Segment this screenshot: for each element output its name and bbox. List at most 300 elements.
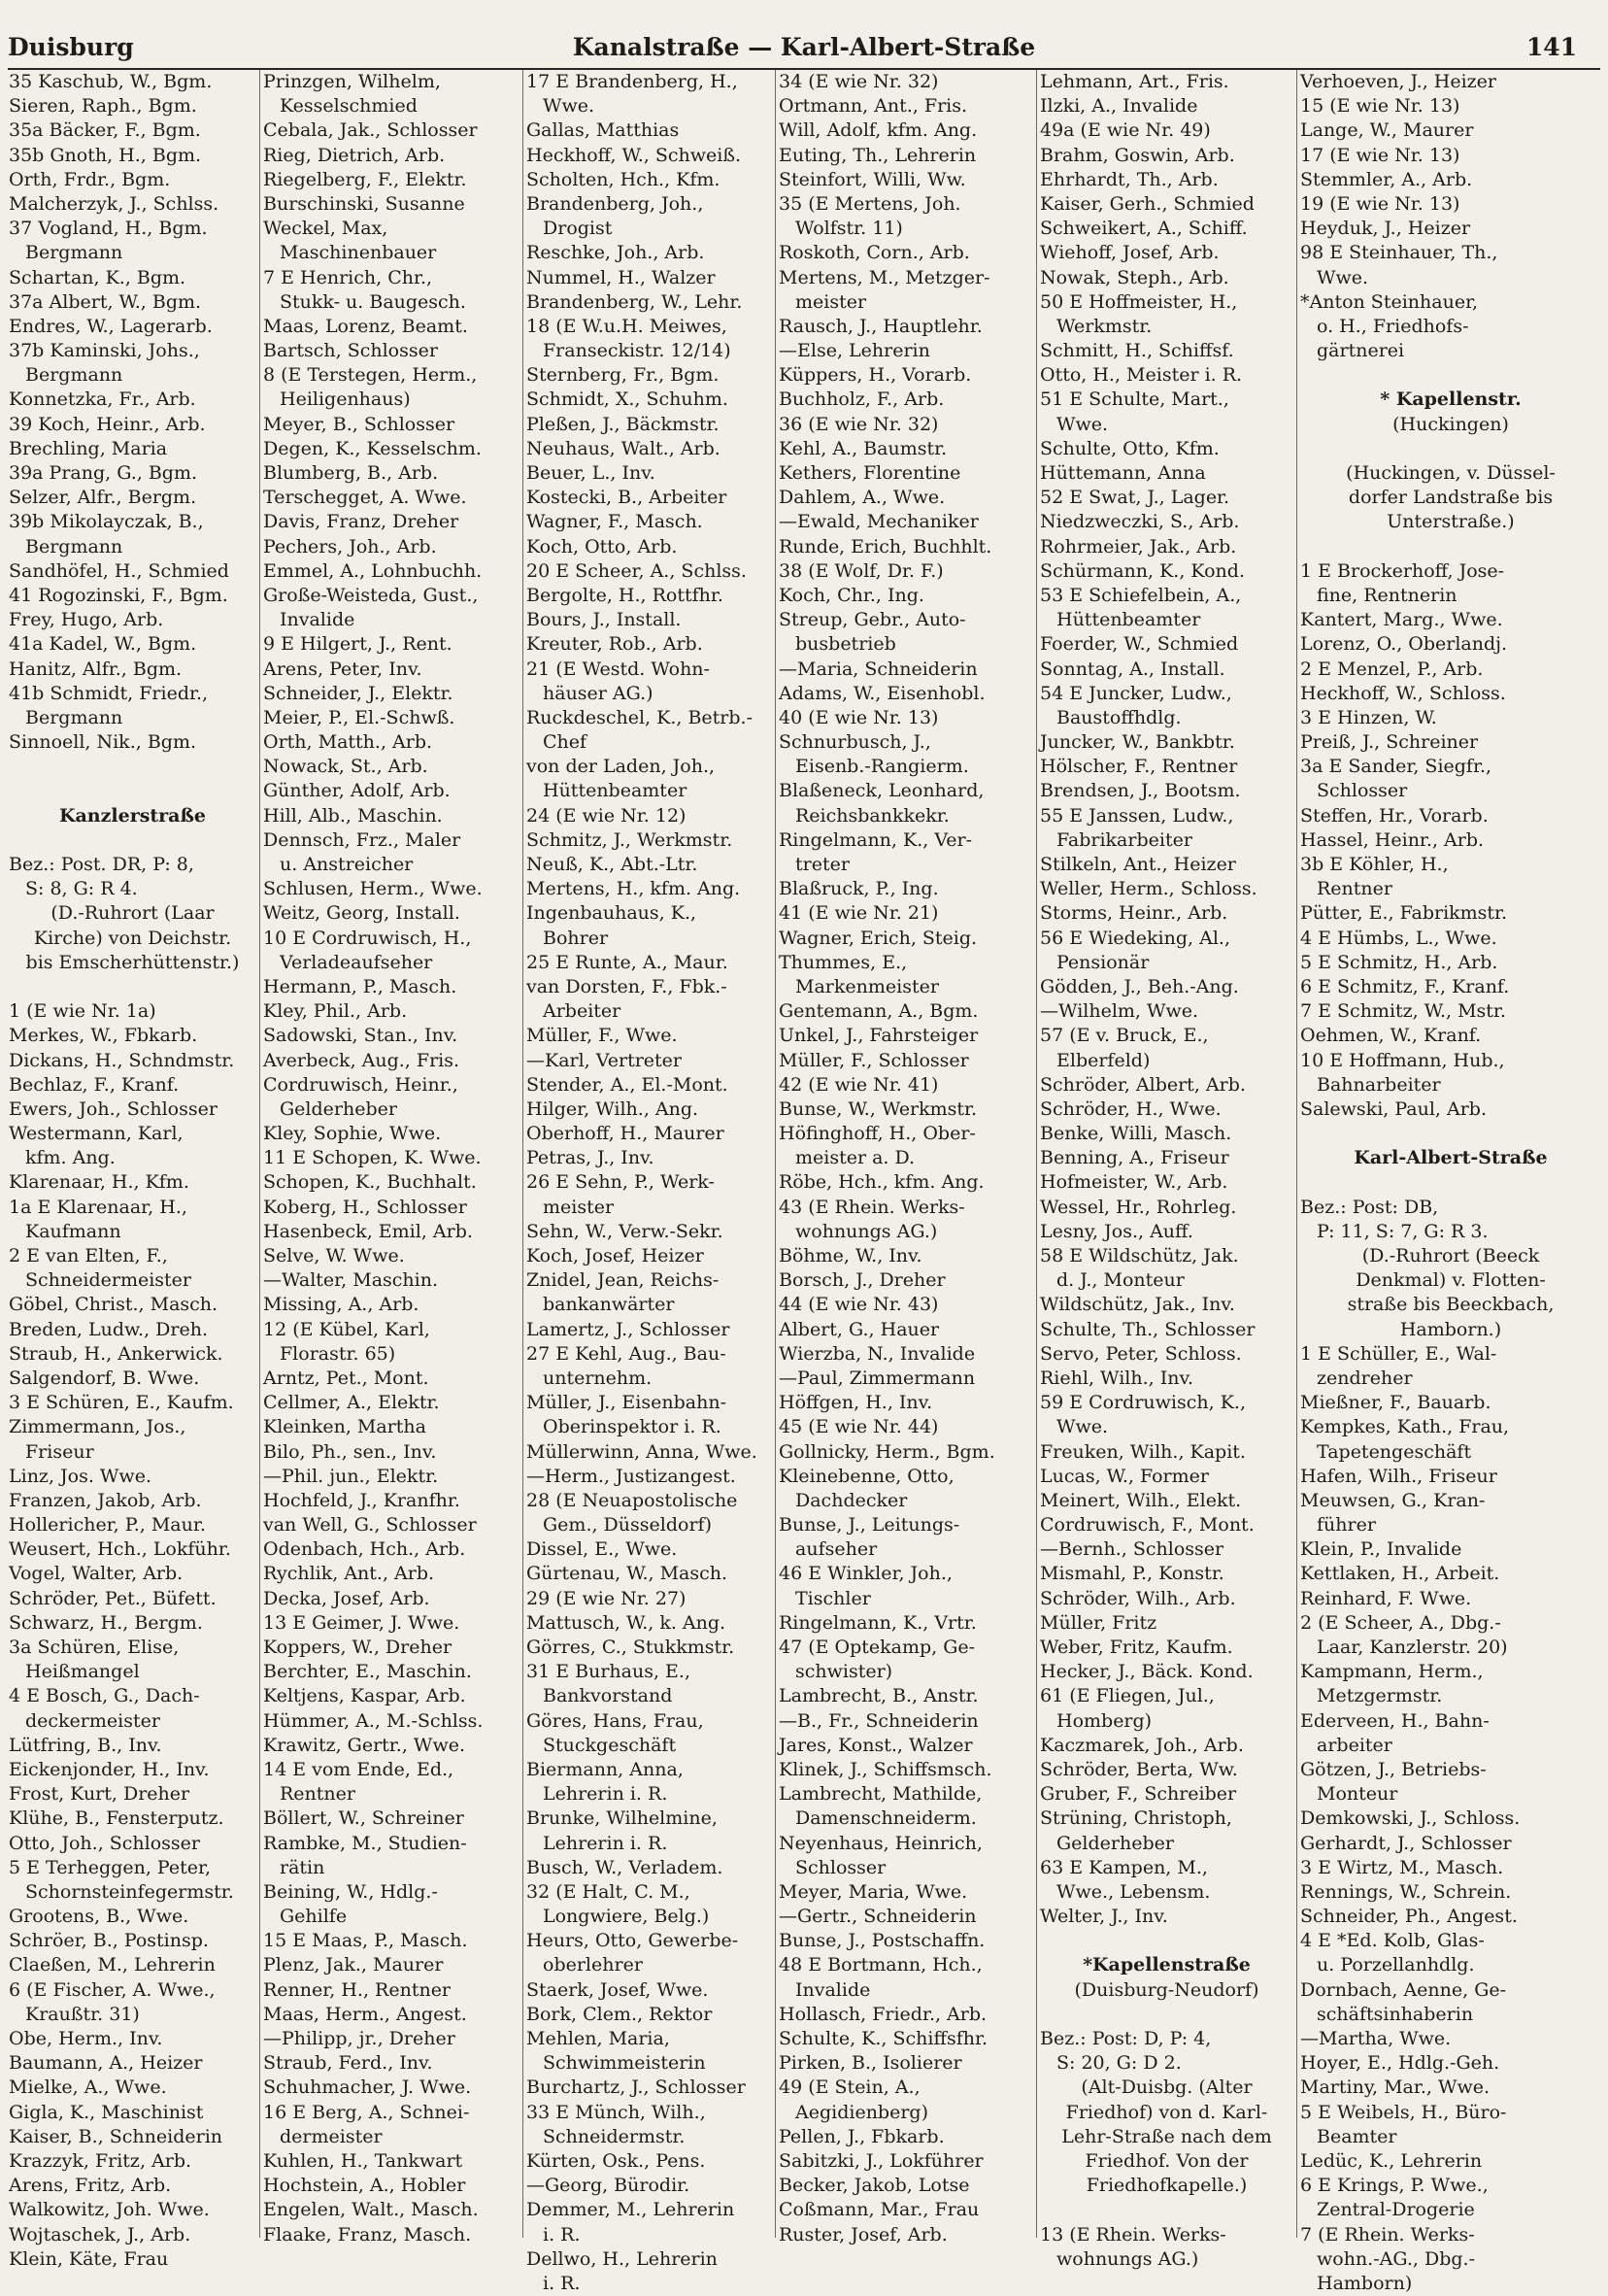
directory-entry: Krawitz, Gertr., Wwe. <box>263 1734 465 1756</box>
directory-entry: Florastr. 65) <box>280 1342 396 1365</box>
directory-entry: 35b Gnoth, H., Bgm. <box>9 144 202 166</box>
directory-entry: treter <box>795 854 850 875</box>
directory-entry: 59 E Cordruwisch, K., <box>1040 1392 1246 1414</box>
directory-entry: Konnetzka, Fr., Arb. <box>9 388 196 411</box>
directory-entry: Küppers, H., Vorarb. <box>779 364 972 387</box>
directory-entry: Baumann, A., Heizer <box>9 2052 203 2075</box>
directory-entry: 2 E Menzel, P., Arb. <box>1300 658 1484 680</box>
directory-entry: Kettlaken, H., Arbeit. <box>1300 1563 1500 1585</box>
directory-entry: Brandenberg, W., Lehr. <box>526 290 743 313</box>
directory-entry: Stender, A., El.-Mont. <box>526 1073 728 1096</box>
directory-entry: Kehl, A., Baumstr. <box>779 437 948 459</box>
directory-entry: meister a. D. <box>795 1147 916 1169</box>
directory-entry: Bilo, Ph., sen., Inv. <box>263 1440 437 1463</box>
directory-entry: Invalide <box>280 609 355 631</box>
directory-entry: u. Anstreicher <box>280 854 414 875</box>
directory-entry: Meier, P., El.-Schwß. <box>263 706 455 728</box>
directory-entry: 37 Vogland, H., Bgm. <box>9 218 208 240</box>
directory-entry: Cordruwisch, F., Mont. <box>1040 1514 1255 1536</box>
directory-entry: Gelderheber <box>1056 1832 1174 1854</box>
directory-entry: Roskoth, Corn., Arb. <box>779 242 970 264</box>
directory-entry: Maas, Herm., Angest. <box>263 2003 467 2025</box>
directory-entry: 31 E Burhaus, E., <box>526 1661 690 1683</box>
directory-entry: Drogist <box>543 218 613 240</box>
directory-entry: Hassel, Heinr., Arb. <box>1300 828 1485 851</box>
directory-entry: Obe, Herm., Inv. <box>9 2028 163 2049</box>
directory-entry: Friedhofkapelle.) <box>1086 2175 1248 2197</box>
directory-entry: Wwe. <box>1056 413 1109 435</box>
directory-entry: 24 (E wie Nr. 12) <box>526 804 687 827</box>
directory-entry: Blaßruck, P., Ing. <box>779 878 939 900</box>
directory-entry: Gruber, F., Schreiber <box>1040 1783 1237 1806</box>
directory-entry: Tischler <box>795 1587 871 1609</box>
directory-entry: Reichsbankkekr. <box>795 804 950 827</box>
directory-entry: 5 E Terheggen, Peter, <box>9 1856 212 1878</box>
directory-entry: Ringelmann, K., Ver- <box>779 828 973 851</box>
directory-entry: Bergmann <box>25 242 123 264</box>
directory-entry: Klarenaar, H., Kfm. <box>9 1171 189 1194</box>
directory-entry: Wagner, Erich, Steig. <box>779 927 978 949</box>
directory-entry: von der Laden, Joh., <box>526 756 716 778</box>
directory-entry: (Alt-Duisbg. (Alter <box>1081 2077 1253 2099</box>
directory-entry: 13 E Geimer, J. Wwe. <box>263 1611 460 1634</box>
directory-entry: P: 11, S: 7, G: R 3. <box>1317 1220 1489 1242</box>
directory-entry: 63 E Kampen, M., <box>1040 1856 1208 1878</box>
directory-entry: Hoyer, E., Hdlg.-Geh. <box>1300 2052 1500 2075</box>
directory-entry: Westermann, Karl, <box>9 1123 184 1145</box>
directory-entry: Coßmann, Mar., Frau <box>779 2199 980 2221</box>
directory-entry: Averbeck, Aug., Fris. <box>263 1049 460 1071</box>
directory-entry: 44 (E wie Nr. 43) <box>779 1294 939 1316</box>
directory-entry: Weusert, Hch., Lokführ. <box>9 1538 231 1561</box>
directory-entry: —Philipp, jr., Dreher <box>263 2028 455 2049</box>
directory-entry: —Karl, Vertreter <box>526 1049 682 1071</box>
directory-entry: 35a Bäcker, F., Bgm. <box>9 119 201 142</box>
directory-entry: 3a Schüren, Elise, <box>9 1637 180 1658</box>
directory-entry: 98 E Steinhauer, Th., <box>1300 242 1498 264</box>
directory-entry: Sternberg, Fr., Bgm. <box>526 364 720 387</box>
directory-entry: 9 E Hilgert, J., Rent. <box>263 633 452 656</box>
street-range-title: Kanalstraße — Karl-Albert-Straße <box>572 33 1036 61</box>
directory-entry: Degen, K., Kesselschm. <box>263 437 482 459</box>
directory-entry: meister <box>795 290 867 313</box>
directory-entry: Dennsch, Frz., Maler <box>263 828 461 851</box>
directory-entry: 4 E Hümbs, L., Wwe. <box>1300 927 1497 949</box>
directory-entry: Gerhardt, J., Schlosser <box>1300 1832 1512 1854</box>
directory-entry: Klühe, B., Fensterputz. <box>9 1807 224 1830</box>
directory-entry: Mattusch, W., k. Ang. <box>526 1611 726 1634</box>
directory-entry: S: 20, G: D 2. <box>1056 2052 1182 2075</box>
directory-entry: Koch, Josef, Heizer <box>526 1245 704 1266</box>
directory-entry: Neuß, K., Abt.-Ltr. <box>526 854 698 875</box>
directory-entry: Maas, Lorenz, Beamt. <box>263 315 468 337</box>
directory-entry: Homberg) <box>1056 1709 1153 1732</box>
directory-entry: Mehlen, Maria, <box>526 2028 670 2049</box>
page-header <box>8 29 1600 70</box>
directory-entry: 45 (E wie Nr. 44) <box>779 1416 939 1438</box>
directory-entry: Hilger, Wilh., Ang. <box>526 1097 699 1120</box>
directory-entry: Röbe, Hch., kfm. Ang. <box>779 1171 985 1194</box>
directory-entry: Martiny, Mar., Wwe. <box>1300 2077 1491 2099</box>
directory-entry: Bergmann <box>25 706 123 728</box>
directory-entry: 3 E Schüren, E., Kaufm. <box>9 1392 234 1414</box>
directory-entry: Lamertz, J., Schlosser <box>526 1318 730 1340</box>
directory-entry: Sadowski, Stan., Inv. <box>263 1025 458 1047</box>
directory-entry: Beuer, L., Inv. <box>526 462 655 484</box>
directory-entry: Heiligenhaus) <box>280 388 411 411</box>
directory-entry: Wwe. <box>543 95 595 118</box>
directory-entry: Lucas, W., Former <box>1040 1465 1209 1487</box>
directory-entry: Rieg, Dietrich, Arb. <box>263 144 446 166</box>
directory-entry: Brahm, Goswin, Arb. <box>1040 144 1235 166</box>
page-number: 141 <box>1525 33 1577 61</box>
directory-entry: Gehilfe <box>280 1906 348 1928</box>
directory-entry: Flaake, Franz, Masch. <box>263 2223 472 2245</box>
directory-entry: Heißmangel <box>25 1661 140 1683</box>
directory-entry: Hölscher, F., Rentner <box>1040 756 1238 778</box>
directory-entry: —B., Fr., Schneiderin <box>779 1709 979 1732</box>
directory-entry: 25 E Runte, A., Maur. <box>526 951 728 973</box>
directory-entry: 37b Kaminski, Johs., <box>9 340 200 362</box>
directory-entry: 50 E Hoffmeister, H., <box>1040 290 1238 313</box>
directory-entry: —Walter, Maschin. <box>263 1269 438 1292</box>
directory-entry: bis Emscherhüttenstr.) <box>25 951 240 973</box>
directory-entry: Wojtaschek, J., Arb. <box>9 2223 191 2245</box>
directory-entry: Götzen, J., Betriebs- <box>1300 1758 1487 1780</box>
directory-entry: Kempkes, Kath., Frau, <box>1300 1416 1510 1438</box>
directory-entry: Prinzgen, Wilhelm, <box>263 71 441 92</box>
directory-entry: Renner, H., Rentner <box>263 1978 452 2001</box>
directory-entry: 10 E Cordruwisch, H., <box>263 927 472 949</box>
directory-entry: Reschke, Joh., Arb. <box>526 242 705 264</box>
directory-entry: Maschinenbauer <box>280 242 437 264</box>
directory-entry: Müller, J., Eisenbahn- <box>526 1392 726 1414</box>
directory-entry: 39b Mikolayczak, B., <box>9 511 204 533</box>
directory-entry: 15 (E wie Nr. 13) <box>1300 95 1460 118</box>
directory-entry: Juncker, W., Bankbtr. <box>1040 731 1235 754</box>
directory-entry: Bez.: Post. DR, P: 8, <box>9 854 194 875</box>
directory-entry: Schneider, Ph., Angest. <box>1300 1906 1518 1928</box>
directory-entry: 58 E Wildschütz, Jak. <box>1040 1245 1239 1266</box>
directory-entry: Beamter <box>1317 2125 1397 2147</box>
directory-entry: Jares, Konst., Walzer <box>779 1734 973 1756</box>
directory-entry: Benning, A., Friseur <box>1040 1147 1229 1169</box>
directory-entry: Mismahl, P., Konstr. <box>1040 1563 1224 1585</box>
directory-entry: Wierzba, N., Invalide <box>779 1342 976 1365</box>
directory-entry: Friseur <box>25 1440 94 1463</box>
directory-entry: Mielke, A., Wwe. <box>9 2077 167 2099</box>
directory-entry: Stukk- u. Baugesch. <box>280 290 466 313</box>
directory-entry: Buchholz, F., Arb. <box>779 388 945 411</box>
directory-entry: Meinert, Wilh., Elekt. <box>1040 1489 1242 1511</box>
directory-entry: Kürten, Osk., Pens. <box>526 2149 706 2172</box>
directory-entry: Znidel, Jean, Reichs- <box>526 1269 720 1292</box>
directory-entry: Bez.: Post: D, P: 4, <box>1040 2028 1212 2049</box>
directory-entry: Müllerwinn, Anna, Wwe. <box>526 1440 757 1463</box>
directory-entry: Pellen, J., Fbkarb. <box>779 2125 945 2147</box>
directory-entry: Wwe. <box>1056 1416 1109 1438</box>
directory-entry: Baustoffhdlg. <box>1056 706 1182 728</box>
directory-entry: (D.-Ruhrort (Beeck <box>1361 1245 1540 1266</box>
directory-entry: Kirche) von Deichstr. <box>33 927 232 949</box>
directory-entry: Gollnicky, Herm., Bgm. <box>779 1440 995 1463</box>
directory-entry: Kleinebenne, Otto, <box>779 1465 955 1487</box>
directory-entry: schäftsinhaberin <box>1317 2003 1474 2025</box>
directory-entry: —Martha, Wwe. <box>1300 2028 1452 2049</box>
directory-entry: Preiß, J., Schreiner <box>1300 731 1479 754</box>
directory-entry: Rentner <box>1317 878 1392 900</box>
directory-entry: (Huckingen) <box>1392 413 1509 435</box>
directory-entry: Brechling, Maria <box>9 437 168 459</box>
directory-entry: 49a (E wie Nr. 49) <box>1040 119 1211 142</box>
directory-entry: Walkowitz, Joh. Wwe. <box>9 2199 210 2221</box>
directory-entry: Dornbach, Aenne, Ge- <box>1300 1978 1507 2001</box>
directory-entry: Kesselschmied <box>280 95 418 118</box>
directory-entry: Kaiser, B., Schneiderin <box>9 2125 223 2147</box>
directory-entry: Gem., Düsseldorf) <box>543 1514 712 1536</box>
directory-column <box>6 70 260 2270</box>
directory-entry: Ederveen, H., Bahn- <box>1300 1709 1490 1732</box>
directory-entry: Sonntag, A., Install. <box>1040 658 1225 680</box>
directory-entry: wohnungs AG.) <box>795 1220 938 1242</box>
directory-entry: Straub, Ferd., Inv. <box>263 2052 433 2075</box>
directory-entry: Metzgermstr. <box>1317 1685 1443 1707</box>
directory-entry: 42 (E wie Nr. 41) <box>779 1073 939 1096</box>
directory-entry: Weitz, Georg, Install. <box>263 902 460 925</box>
directory-entry: Linz, Jos. Wwe. <box>9 1465 151 1487</box>
directory-entry: Bergmann <box>25 364 123 387</box>
directory-entry: Hanitz, Alfr., Bgm. <box>9 658 183 680</box>
directory-entry: Salgendorf, B. Wwe. <box>9 1367 200 1389</box>
directory-entry: Böhme, W., Inv. <box>779 1245 922 1266</box>
directory-entry: Nowak, Steph., Arb. <box>1040 266 1229 288</box>
street-heading: Kanzlerstraße <box>58 804 207 827</box>
directory-entry: Blaßeneck, Leonhard, <box>779 780 985 802</box>
directory-entry: Günther, Adolf, Arb. <box>263 780 451 802</box>
directory-entry: Hamborn) <box>1317 2272 1413 2294</box>
directory-entry: Arntz, Pet., Mont. <box>263 1367 429 1389</box>
directory-entry: Oehmen, W., Kranf. <box>1300 1025 1482 1047</box>
directory-entry: Klein, P., Invalide <box>1300 1538 1462 1561</box>
directory-entry: Salewski, Paul, Arb. <box>1300 1097 1488 1120</box>
directory-entry: 3b E Köhler, H., <box>1300 854 1449 875</box>
directory-entry: Lehrerin i. R. <box>543 1832 668 1854</box>
directory-entry: Hümmer, A., M.-Schlss. <box>263 1709 484 1732</box>
directory-entry: 3 E Wirtz, M., Masch. <box>1300 1856 1504 1878</box>
directory-entry: Will, Adolf, kfm. Ang. <box>779 119 978 142</box>
spacer <box>1037 2198 1296 2222</box>
directory-entry: Missing, A., Arb. <box>263 1294 419 1316</box>
directory-entry: Davis, Franz, Dreher <box>263 511 459 533</box>
spacer <box>1297 437 1604 461</box>
directory-entry: —Phil. jun., Elektr. <box>263 1465 439 1487</box>
directory-entry: kfm. Ang. <box>25 1147 116 1169</box>
directory-entry: Gelderheber <box>280 1097 397 1120</box>
directory-entry: Sabitzki, J., Lokführer <box>779 2149 984 2172</box>
street-heading: *Kapellenstraße <box>1083 1954 1251 1976</box>
directory-entry: Kampmann, Herm., <box>1300 1661 1484 1683</box>
directory-entry: Pütter, E., Fabrikmstr. <box>1300 902 1508 925</box>
directory-entry: 28 (E Neuapostolische <box>526 1489 738 1511</box>
directory-entry: S: 8, G: R 4. <box>25 878 138 900</box>
directory-entry: Gentemann, A., Bgm. <box>779 1000 979 1023</box>
directory-entry: Gallas, Matthias <box>526 119 680 142</box>
directory-entry: Wildschütz, Jak., Inv. <box>1040 1294 1235 1316</box>
directory-entry: Friedhof) von d. Karl- <box>1065 2101 1268 2123</box>
directory-entry: Schlosser <box>795 1856 887 1878</box>
directory-entry: Thummes, E., <box>779 951 908 973</box>
directory-entry: 12 (E Kübel, Karl, <box>263 1318 430 1340</box>
directory-entry: rätin <box>280 1856 325 1878</box>
directory-entry: Niedzweczki, S., Arb. <box>1040 511 1240 533</box>
spacer <box>1037 2003 1296 2027</box>
directory-entry: Ehrhardt, Th., Arb. <box>1040 168 1219 190</box>
directory-entry: zendreher <box>1317 1367 1413 1389</box>
city-name: Duisburg <box>8 33 134 61</box>
directory-entry: bankanwärter <box>543 1294 675 1316</box>
directory-entry: unternehm. <box>543 1367 653 1389</box>
directory-entry: 35 (E Mertens, Joh. <box>779 192 961 215</box>
directory-entry: 2 E van Elten, F., <box>9 1245 168 1266</box>
directory-entry: Strüning, Christoph, <box>1040 1807 1232 1830</box>
directory-entry: 14 E vom Ende, Ed., <box>263 1758 454 1780</box>
directory-entry: Werkmstr. <box>1056 315 1153 337</box>
directory-entry: Oberhoff, H., Maurer <box>526 1123 724 1145</box>
directory-entry: d. J., Monteur <box>1056 1269 1185 1292</box>
directory-entry: Berchter, E., Maschin. <box>263 1661 472 1683</box>
directory-entry: Monteur <box>1317 1783 1398 1806</box>
directory-entry: 11 E Schopen, K. Wwe. <box>263 1147 482 1169</box>
directory-entry: 16 E Berg, A., Schnei- <box>263 2101 470 2123</box>
directory-entry: Schornsteinfegermstr. <box>25 1880 234 1903</box>
directory-entry: 40 (E wie Nr. 13) <box>779 706 939 728</box>
directory-entry: Schneidermeister <box>25 1269 191 1292</box>
directory-entry: Sieren, Raph., Bgm. <box>9 95 197 118</box>
directory-entry: Böllert, W., Schreiner <box>263 1807 464 1830</box>
directory-entry: —Herm., Justizangest. <box>526 1465 736 1487</box>
directory-entry: 1a E Klarenaar, H., <box>9 1196 187 1218</box>
directory-entry: Brendsen, J., Bootsm. <box>1040 780 1241 802</box>
directory-entry: Otto, H., Meister i. R. <box>1040 364 1243 387</box>
directory-entry: Keltjens, Kaspar, Arb. <box>263 1685 466 1707</box>
directory-entry: i. R. <box>543 2223 581 2245</box>
directory-entry: Sinnoell, Nik., Bgm. <box>9 731 196 754</box>
directory-entry: 4 E *Ed. Kolb, Glas- <box>1300 1930 1485 1952</box>
directory-entry: Longwiere, Belg.) <box>543 1906 710 1928</box>
directory-entry: 7 (E Rhein. Werks- <box>1300 2223 1475 2245</box>
directory-entry: Wessel, Hr., Rohrleg. <box>1040 1196 1237 1218</box>
directory-entry: Invalide <box>795 1978 871 2001</box>
directory-entry: Mertens, H., kfm. Ang. <box>526 878 741 900</box>
directory-entry: Kaufmann <box>25 1220 121 1242</box>
directory-entry: Bartsch, Schlosser <box>263 340 438 362</box>
directory-entry: Scholten, Hch., Kfm. <box>526 168 720 190</box>
directory-entry: Schmitz, J., Werkmstr. <box>526 828 733 851</box>
directory-entry: Lütfring, B., Inv. <box>9 1734 162 1756</box>
directory-entry: Weller, Herm., Schloss. <box>1040 878 1257 900</box>
directory-entry: Odenbach, Hch., Arb. <box>263 1538 466 1561</box>
directory-entry: Servo, Peter, Schloss. <box>1040 1342 1242 1365</box>
directory-entry: Bohrer <box>543 927 609 949</box>
directory-entry: 10 E Hoffmann, Hub., <box>1300 1049 1505 1071</box>
directory-entry: Grootens, B., Wwe. <box>9 1906 189 1928</box>
directory-entry: schwister) <box>795 1661 893 1683</box>
directory-entry: Brunke, Wilhelmine, <box>526 1807 718 1830</box>
directory-entry: 52 E Swat, J., Lager. <box>1040 487 1230 509</box>
directory-entry: Zimmermann, Jos., <box>9 1416 186 1438</box>
directory-entry: Pirken, B., Isolierer <box>779 2052 962 2075</box>
directory-entry: Ewers, Joh., Schlosser <box>9 1097 218 1120</box>
directory-entry: Steffen, Hr., Vorarb. <box>1300 804 1489 827</box>
directory-entry: Lange, W., Maurer <box>1300 119 1474 142</box>
directory-entry: Hochfeld, J., Kranfhr. <box>263 1489 460 1511</box>
directory-entry: Aegidienberg) <box>795 2101 928 2123</box>
directory-entry: Pechers, Joh., Arb. <box>263 535 437 557</box>
directory-entry: Frost, Kurt, Dreher <box>9 1783 190 1806</box>
directory-entry: Otto, Joh., Schlosser <box>9 1832 201 1854</box>
directory-entry: Franzen, Jakob, Arb. <box>9 1489 202 1511</box>
directory-entry: 4 E Bosch, G., Dach- <box>9 1685 200 1707</box>
directory-entry: Eickenjonder, H., Inv. <box>9 1758 210 1780</box>
directory-entry: 13 (E Rhein. Werks- <box>1040 2223 1226 2245</box>
directory-entry: Schulte, Th., Schlosser <box>1040 1318 1256 1340</box>
directory-entry: deckermeister <box>25 1709 160 1732</box>
directory-entry: 8 (E Terstegen, Herm., <box>263 364 478 387</box>
directory-entry: Göbel, Christ., Masch. <box>9 1294 218 1316</box>
directory-entry: 56 E Wiedeking, Al., <box>1040 927 1230 949</box>
directory-column <box>260 70 523 2245</box>
directory-entry: Heyduk, J., Heizer <box>1300 218 1471 240</box>
directory-entry: Emmel, A., Lohnbuchh. <box>263 559 483 582</box>
directory-entry: Tapetengeschäft <box>1317 1440 1472 1463</box>
directory-entry: Große-Weisteda, Gust., <box>263 584 479 606</box>
directory-entry: Kreuter, Rob., Arb. <box>526 633 703 656</box>
directory-entry: Stemmler, A., Arb. <box>1300 168 1473 190</box>
directory-entry: Orth, Frdr., Bgm. <box>9 168 171 190</box>
directory-entry: Bergmann <box>25 535 123 557</box>
directory-entry: van Well, G., Schlosser <box>263 1514 477 1536</box>
directory-entry: Schlusen, Herm., Wwe. <box>263 878 483 900</box>
directory-entry: Verladeaufseher <box>280 951 433 973</box>
directory-entry: Heurs, Otto, Gewerbe- <box>526 1930 739 1952</box>
directory-entry: Schneider, J., Elektr. <box>263 682 453 704</box>
directory-entry: i. R. <box>543 2272 581 2294</box>
directory-entry: Krazzyk, Fritz, Arb. <box>9 2149 192 2172</box>
directory-entry: Adams, W., Eisenhobl. <box>779 682 986 704</box>
directory-entry: Schröder, H., Wwe. <box>1040 1097 1222 1120</box>
directory-entry: Breden, Ludw., Dreh. <box>9 1318 208 1340</box>
directory-entry: Ilzki, A., Invalide <box>1040 95 1198 118</box>
directory-entry: Hochstein, A., Hobler <box>263 2175 466 2197</box>
directory-entry: Hüttemann, Anna <box>1040 462 1206 484</box>
directory-entry: Wwe., Lebensm. <box>1056 1880 1211 1903</box>
directory-entry: Selzer, Alfr., Bergm. <box>9 487 197 509</box>
directory-entry: Dissel, E., Wwe. <box>526 1538 678 1561</box>
directory-entry: Claeßen, M., Lehrerin <box>9 1954 216 1976</box>
directory-entry: Schopen, K., Buchhalt. <box>263 1171 477 1194</box>
directory-entry: aufseher <box>795 1538 878 1561</box>
directory-entry: Storms, Heinr., Arb. <box>1040 902 1228 925</box>
directory-entry: Rychlik, Ant., Arb. <box>263 1563 435 1585</box>
directory-entry: —Ewald, Mechaniker <box>779 511 979 533</box>
directory-entry: dorfer Landstraße bis <box>1348 487 1554 509</box>
directory-entry: Mertens, M., Metzger- <box>779 266 990 288</box>
directory-entry: Koppers, W., Dreher <box>263 1637 452 1658</box>
directory-entry: 36 (E wie Nr. 32) <box>779 413 939 435</box>
directory-entry: Lambrecht, Mathilde, <box>779 1783 983 1806</box>
directory-entry: Hofmeister, W., Arb. <box>1040 1171 1228 1194</box>
directory-entry: 3a E Sander, Siegfr., <box>1300 756 1492 778</box>
